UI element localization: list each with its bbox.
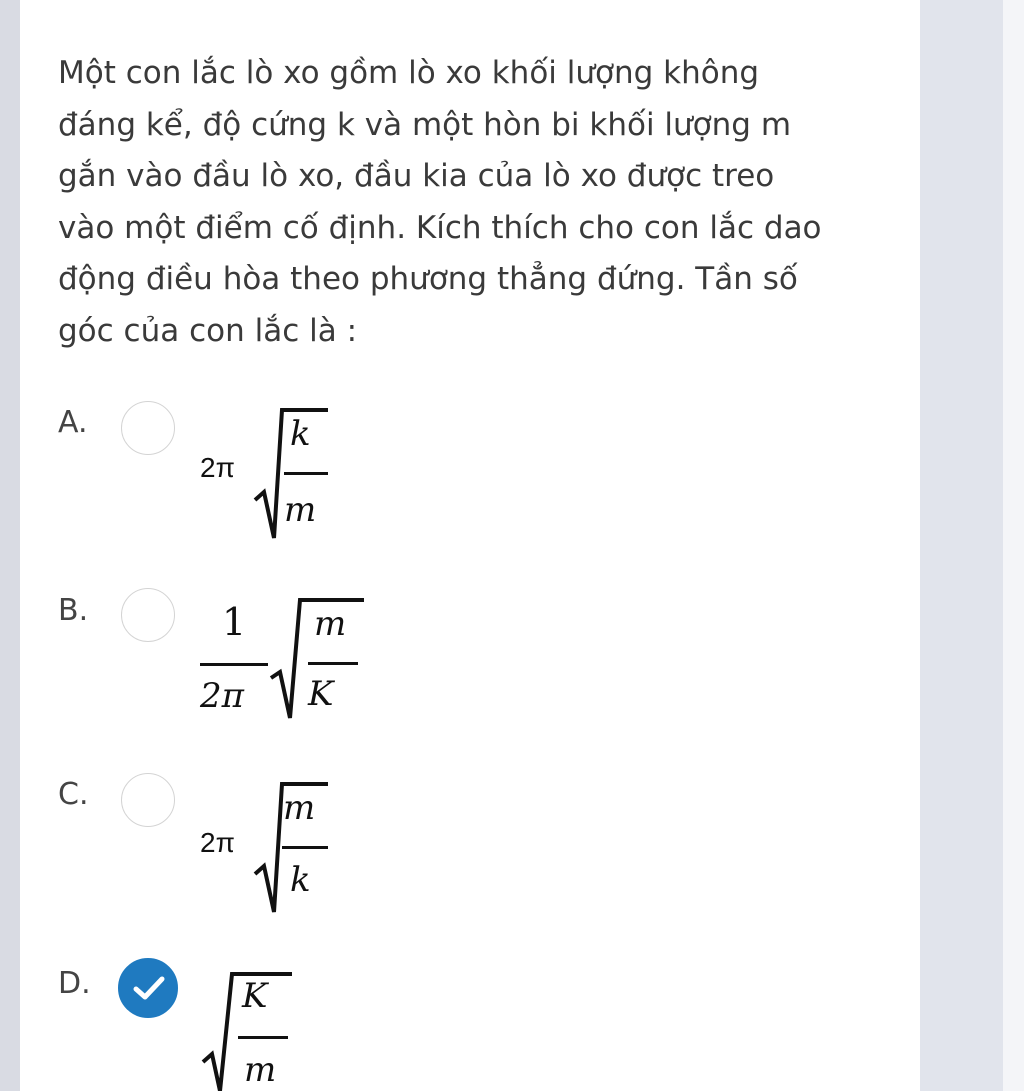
option-letter: B. <box>58 593 89 628</box>
option-c-radio[interactable] <box>121 773 175 827</box>
right-margin <box>1003 0 1024 1091</box>
formula-denominator: K <box>308 674 334 714</box>
fraction-bar <box>308 662 358 665</box>
question-line: động điều hòa theo phương thẳng đứng. Tần số <box>58 261 798 297</box>
option-b-radio[interactable] <box>121 588 175 642</box>
fraction-bar <box>200 663 268 666</box>
question-line: vào một điểm cố định. Kích thích cho con lắc dao <box>58 209 822 246</box>
option-d-radio[interactable] <box>118 958 178 1018</box>
formula-denominator: m <box>244 1050 277 1090</box>
prefix-denominator: 2π <box>200 676 244 716</box>
formula-numerator: m <box>283 788 316 828</box>
fraction-bar <box>238 1036 288 1039</box>
option-letter: D. <box>58 966 91 1001</box>
fraction-bar <box>282 846 328 849</box>
question-line: góc của con lắc là : <box>58 312 358 349</box>
option-letter: A. <box>58 405 88 440</box>
formula-denominator: k <box>290 860 311 900</box>
formula-numerator: K <box>242 976 268 1016</box>
fraction-bar <box>284 472 328 475</box>
question-line: đáng kể, độ cứng k và một hòn bi khối lượng m <box>58 106 792 143</box>
option-letter: C. <box>58 777 89 812</box>
left-edge <box>0 0 20 1091</box>
question-text <box>58 48 908 357</box>
prefix-numerator: 1 <box>222 600 247 644</box>
option-a-radio[interactable] <box>121 401 175 455</box>
formula-prefix: 2π <box>200 827 235 858</box>
checkmark-icon <box>132 973 166 1003</box>
formula-denominator: m <box>284 490 317 530</box>
formula-numerator: m <box>314 604 347 644</box>
formula-prefix: 2π <box>200 452 235 483</box>
question-line: gắn vào đầu lò xo, đầu kia của lò xo được treo <box>58 158 775 194</box>
formula-numerator: k <box>290 414 311 454</box>
question-line: Một con lắc lò xo gồm lò xo khối lượng không <box>58 55 760 91</box>
